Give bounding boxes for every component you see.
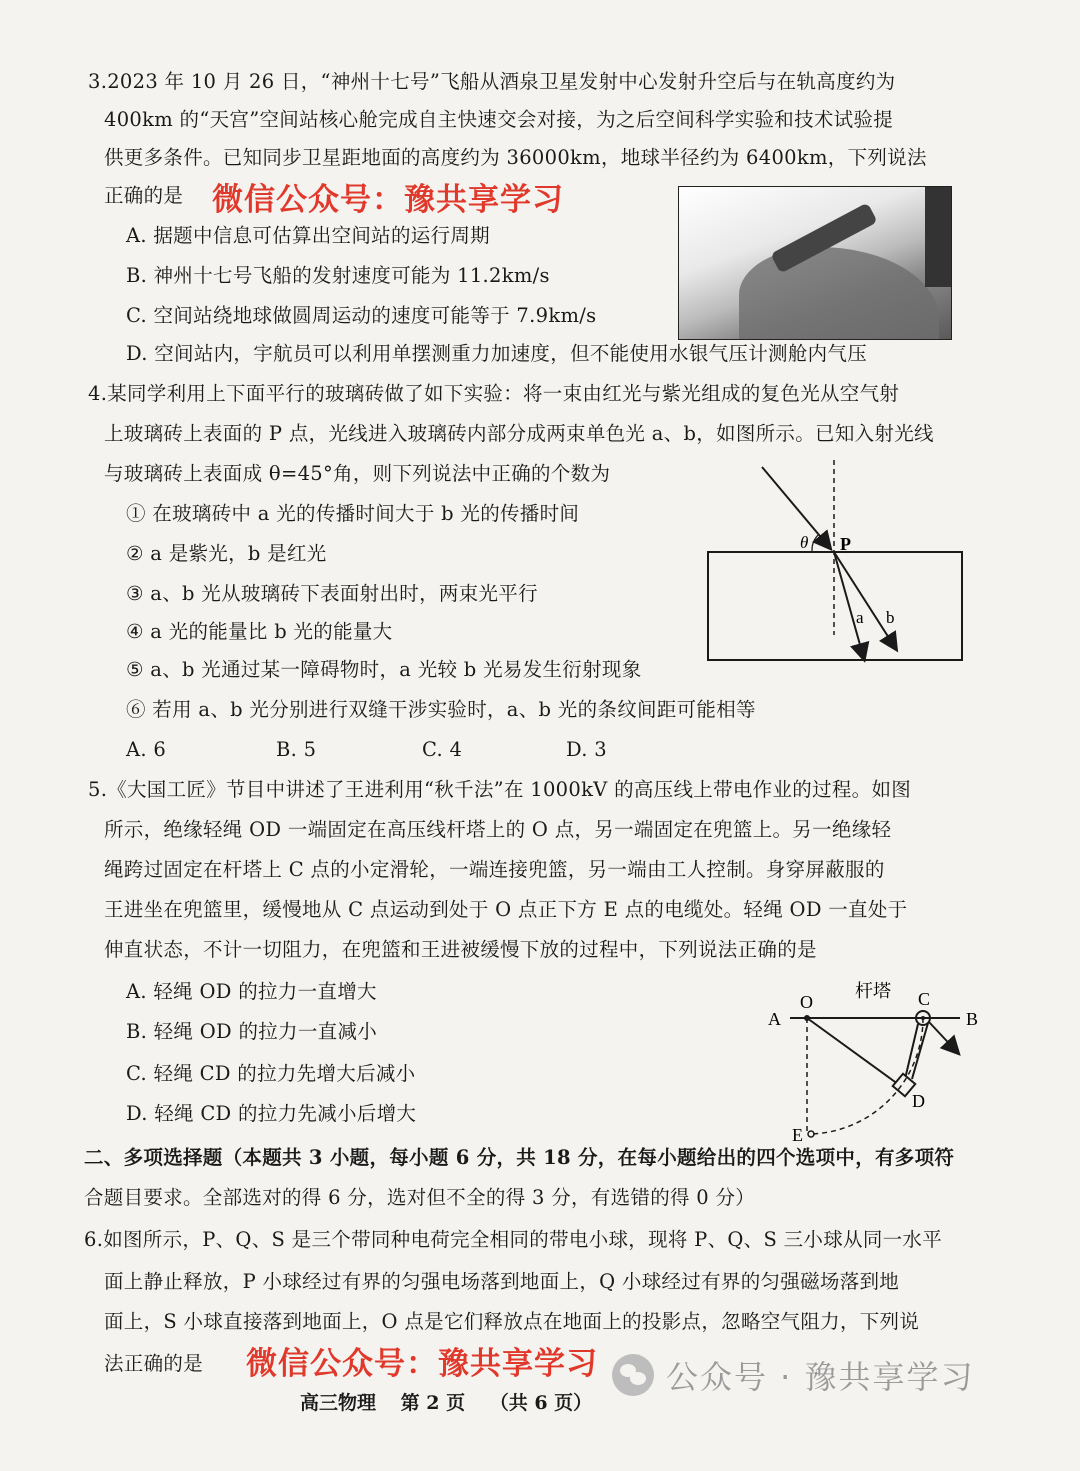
- q5-option-c: C. 轻绳 CD 的拉力先增大后减小: [126, 1062, 416, 1085]
- tower-label: 杆塔: [855, 981, 891, 1001]
- q3-line-4: 正确的是: [104, 184, 184, 207]
- q5-line-2: 所示，绝缘轻绳 OD 一端固定在高压线杆塔上的 O 点，另一端固定在兜篮上。另一绝缘轻: [104, 818, 892, 841]
- watermark-text-bottom: 微信公众号：豫共享学习: [246, 1346, 598, 1382]
- ray-b-label: b: [886, 608, 895, 627]
- brand-text: 公众号 · 豫共享学习: [666, 1358, 975, 1396]
- wechat-logo-icon: [612, 1354, 654, 1396]
- q6-line-4: 法正确的是: [104, 1352, 204, 1375]
- q4-statement-3: ③ a、b 光从玻璃砖下表面射出时，两束光平行: [126, 582, 538, 605]
- wechat-brand: [612, 1352, 975, 1398]
- q3-line-1: 3.2023 年 10 月 26 日，“神州十七号”飞船从酒泉卫星发射中心发射升空后与在轨高度约为: [88, 70, 896, 93]
- q4-option-d: D. 3: [566, 738, 607, 761]
- q4-statement-1: ① 在玻璃砖中 a 光的传播时间大于 b 光的传播时间: [126, 502, 580, 525]
- q5-line-5: 伸直状态，不计一切阻力，在兜篮和王进被缓慢下放的过程中，下列说法正确的是: [104, 938, 817, 961]
- tower-pulley-diagram: [760, 975, 990, 1145]
- point-p-label: P: [840, 534, 851, 554]
- q4-statement-5: ⑤ a、b 光通过某一障碍物时，a 光较 b 光易发生衍射现象: [126, 658, 642, 681]
- point-c-label: C: [918, 989, 931, 1009]
- q4-line-3: 与玻璃砖上表面成 θ=45°角，则下列说法中正确的个数为: [104, 462, 611, 485]
- q5-line-4: 王进坐在兜篮里，缓慢地从 C 点运动到处于 O 点正下方 E 点的电缆处。轻绳 OD 一直处于: [104, 898, 908, 921]
- q6-line-3: 面上，S 小球直接落到地面上，O 点是它们释放点在地面上的投影点，忽略空气阻力，下列说: [104, 1310, 920, 1333]
- theta-label: θ: [800, 533, 809, 552]
- ray-a-label: a: [856, 608, 864, 627]
- point-b-label: B: [966, 1009, 979, 1029]
- point-d-label: D: [912, 1091, 925, 1111]
- footer-subject: 高三物理: [300, 1392, 377, 1414]
- q5-option-d: D. 轻绳 CD 的拉力先减小后增大: [126, 1102, 417, 1125]
- q4-option-a: A. 6: [126, 738, 167, 761]
- q6-line-1: 6.如图所示，P、Q、S 是三个带同种电荷完全相同的带电小球，现将 P、Q、S 三小球从同一水平: [84, 1228, 943, 1251]
- point-e-label: E: [792, 1125, 803, 1145]
- rocket-launch-photo: [678, 186, 952, 340]
- q4-option-c: C. 4: [422, 738, 463, 761]
- q4-line-1: 4.某同学利用上下面平行的玻璃砖做了如下实验：将一束由红光与紫光组成的复色光从空气射: [88, 382, 900, 405]
- point-o-label: O: [800, 992, 813, 1012]
- q5-line-3: 绳跨过固定在杆塔上 C 点的小定滑轮，一端连接兜篮，另一端由工人控制。身穿屏蔽服的: [104, 858, 885, 881]
- q5-line-1: 5.《大国工匠》节目中讲述了王进利用“秋千法”在 1000kV 的高压线上带电作业的过程。如图: [88, 778, 912, 801]
- q3-option-b: B. 神州十七号飞船的发射速度可能为 11.2km/s: [126, 264, 550, 287]
- q4-statement-2: ② a 是紫光，b 是红光: [126, 542, 327, 565]
- q6-line-2: 面上静止释放，P 小球经过有界的匀强电场落到地面上，Q 小球经过有界的匀强磁场落到地: [104, 1270, 900, 1293]
- q5-option-a: A. 轻绳 OD 的拉力一直增大: [126, 980, 377, 1003]
- q3-option-d: D. 空间站内，宇航员可以利用单摆测重力加速度，但不能使用水银气压计测舱内气压: [126, 342, 868, 365]
- q4-statement-4: ④ a 光的能量比 b 光的能量大: [126, 620, 393, 643]
- footer-page: 第 2 页: [400, 1392, 466, 1414]
- glass-brick-diagram: [700, 455, 980, 675]
- watermark-text: 微信公众号：豫共享学习: [212, 182, 564, 218]
- point-a-label: A: [768, 1009, 781, 1029]
- q3-option-c: C. 空间站绕地球做圆周运动的速度可能等于 7.9km/s: [126, 304, 597, 327]
- q3-line-3: 供更多条件。已知同步卫星距地面的高度约为 36000km，地球半径约为 6400km，下列说法: [104, 146, 927, 169]
- page-footer: [300, 1388, 610, 1415]
- q4-statement-6: ⑥ 若用 a、b 光分别进行双缝干涉实验时，a、b 光的条纹间距可能相等: [126, 698, 756, 721]
- section2-line-1: 二、多项选择题（本题共 3 小题，每小题 6 分，共 18 分，在每小题给出的四个选项中，有多项符: [84, 1146, 955, 1169]
- footer-total: （共 6 页）: [489, 1392, 593, 1414]
- q4-line-2: 上玻璃砖上表面的 P 点，光线进入玻璃砖内部分成两束单色光 a、b，如图所示。已知入射光线: [104, 422, 934, 445]
- q3-option-a: A. 据题中信息可估算出空间站的运行周期: [126, 224, 490, 247]
- q5-option-b: B. 轻绳 OD 的拉力一直减小: [126, 1020, 378, 1043]
- q3-line-2: 400km 的“天宫”空间站核心舱完成自主快速交会对接，为之后空间科学实验和技术试验提: [104, 108, 894, 131]
- section2-line-2: 合题目要求。全部选对的得 6 分，选对但不全的得 3 分，有选错的得 0 分）: [84, 1186, 756, 1209]
- q4-option-b: B. 5: [276, 738, 317, 761]
